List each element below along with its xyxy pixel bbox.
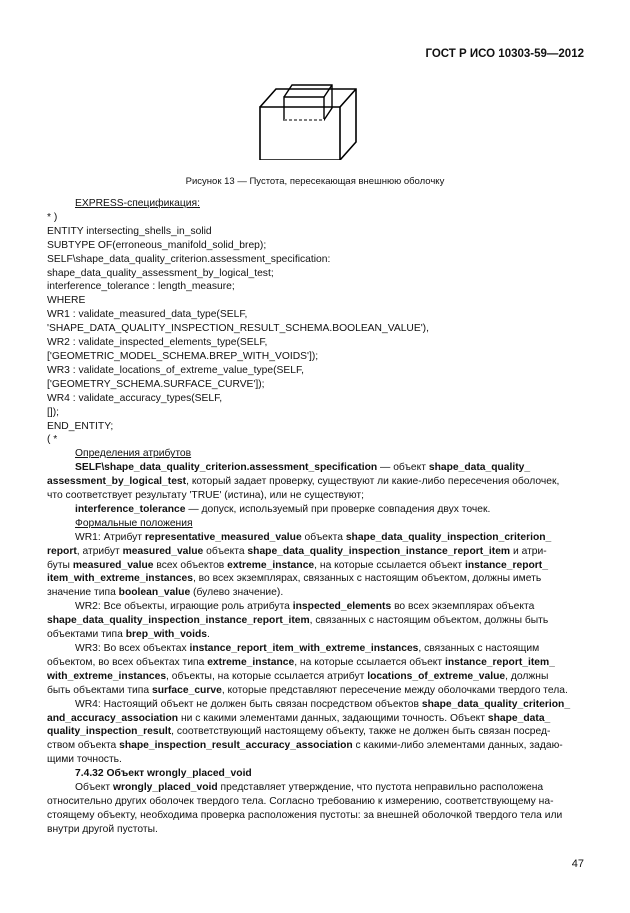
code-line: SELF\shape_data_quality_criterion.assessment_specification:	[47, 253, 331, 265]
text: , на которые ссылается объект	[314, 559, 465, 571]
text: , объекты, на которые ссылается атрибут	[166, 670, 368, 682]
term: report	[47, 545, 77, 557]
text: объекта	[301, 531, 346, 543]
term: item_with_extreme_instances	[47, 573, 193, 585]
term: measured_value	[122, 545, 204, 557]
code-line: WR1 : validate_measured_data_type(SELF,	[47, 309, 248, 321]
text: ни с какими элементами данных, задающими точность. Объект	[178, 712, 488, 724]
section-heading: 7.4.32 Объект wrongly_placed_void	[75, 768, 252, 780]
term: measured_value	[72, 559, 154, 571]
text: , на которые ссылается объект	[294, 656, 446, 668]
text: и атри-	[510, 545, 547, 557]
term: boolean_value	[118, 587, 191, 599]
term: inspected_elements	[292, 601, 392, 613]
term: locations_of_extreme_value	[367, 670, 506, 682]
text: WR3: Во всех объектах	[75, 643, 190, 654]
page-number: 47	[571, 858, 584, 870]
text: буты	[47, 559, 73, 571]
text: , который задает проверку, существуют ли какие-либо пересечения оболочек,	[186, 476, 560, 488]
text: .	[206, 629, 210, 641]
term: surface_curve	[151, 684, 222, 696]
rule-wr2	[47, 600, 583, 642]
text: , атрибут	[76, 545, 123, 557]
term: with_extreme_instances	[47, 670, 167, 682]
text: ством объекта	[47, 740, 120, 752]
term: shape_data_quality_inspection_criterion_	[345, 531, 552, 543]
code-line: * )	[47, 211, 58, 223]
text: объекта	[203, 545, 248, 557]
text: (булево значение).	[190, 587, 284, 599]
text: во всех экземплярах объекта	[391, 601, 535, 613]
attr-type: shape_data_quality_	[428, 462, 531, 474]
attr-name: SELF\shape_data_quality_criterion.assessment_specification	[75, 462, 378, 474]
code-line: 'SHAPE_DATA_QUALITY_INSPECTION_RESULT_SCHEMA.BOOLEAN_VALUE'),	[47, 323, 429, 335]
term: and_accuracy_association	[47, 712, 179, 724]
text: , во всех экземплярах, связанных с настоящим объектом, должны иметь	[192, 573, 542, 585]
code-line: shape_data_quality_assessment_by_logical_test;	[47, 267, 274, 279]
term: instance_report_item_	[445, 656, 555, 668]
text: относительно других оболочек твердого тела. Согласно требованию к измерению, соответствующему на-	[47, 795, 554, 807]
term: shape_data_quality_criterion_	[421, 698, 571, 710]
text: что соответствует результату 'TRUE' (истина), или не существуют;	[47, 490, 365, 502]
rule-wr1	[47, 531, 583, 601]
code-line: WR3 : validate_locations_of_extreme_value_type(SELF,	[47, 364, 304, 376]
text: WR1: Атрибут	[75, 531, 145, 543]
code-line: ['GEOMETRY_SCHEMA.SURFACE_CURVE']);	[47, 378, 265, 390]
term: instance_report_item_with_extreme_instances	[189, 643, 419, 654]
solid-top-right	[260, 89, 356, 160]
text: , связанных с настоящим	[418, 643, 540, 654]
code-line: []);	[47, 406, 60, 418]
term: brep_with_voids	[125, 629, 207, 641]
text: , соответствующий настоящему объекту, также не должен быть связан посред-	[171, 726, 551, 738]
express-code	[47, 211, 583, 447]
code-line: WR4 : validate_accuracy_types(SELF,	[47, 392, 223, 404]
code-line: interference_tolerance : length_measure;	[47, 281, 235, 293]
text: щими точность.	[47, 754, 122, 766]
figure-void-intersecting-shell	[250, 75, 360, 160]
attr-type: assessment_by_logical_test	[47, 476, 187, 488]
term: shape_data_quality_inspection_instance_report_item	[47, 615, 310, 627]
term: quality_inspection_result	[47, 726, 172, 738]
code-line: WR2 : validate_inspected_elements_type(SELF,	[47, 337, 268, 349]
attributes-heading: Определения атрибутов	[75, 448, 192, 460]
text: WR2: Все объекты, играющие роль атрибута	[75, 601, 293, 613]
text: объектами типа	[47, 629, 126, 641]
section-paragraph	[47, 781, 583, 837]
term: extreme_instance	[207, 656, 295, 668]
code-line: ENTITY intersecting_shells_in_solid	[47, 225, 212, 237]
formal-propositions-heading: Формальные положения	[75, 517, 193, 529]
term: instance_report_	[464, 559, 548, 571]
text: внутри другой пустоты.	[47, 823, 158, 835]
text: стоящему объекту, необходима проверка расположения пустоты: за внешней оболочкой твердого тела или	[47, 809, 563, 821]
text: — объект	[377, 462, 429, 474]
term: representative_measured_value	[144, 531, 302, 543]
text: всех объектов	[153, 559, 228, 571]
text: значение типа	[47, 587, 119, 599]
figure-caption: Рисунок 13 — Пустота, пересекающая внешнюю оболочку	[185, 176, 445, 187]
text: быть объектами типа	[47, 684, 152, 696]
code-line: ['GEOMETRIC_MODEL_SCHEMA.BREP_WITH_VOIDS']);	[47, 350, 319, 362]
code-line: SUBTYPE OF(erroneous_manifold_solid_brep);	[47, 239, 267, 251]
running-header: ГОСТ Р ИСО 10303-59—2012	[425, 48, 584, 60]
code-line: ( *	[47, 434, 58, 446]
document-body	[47, 197, 583, 837]
rule-wr4	[47, 698, 583, 768]
express-heading: EXPRESS-спецификация:	[75, 198, 200, 209]
text: WR4: Настоящий объект не должен быть связан посредством объектов	[75, 698, 422, 710]
attribute-interference-tolerance	[47, 503, 583, 517]
code-line: WHERE	[47, 295, 86, 307]
term: shape_data_quality_inspection_instance_report_item	[247, 545, 511, 557]
text: представляет утверждение, что пустота неправильно расположена	[217, 782, 544, 794]
text: Объект	[75, 782, 113, 794]
text: , связанных с настоящим объектом, должны быть	[309, 615, 549, 627]
rule-wr3	[47, 642, 583, 698]
term: wrongly_placed_void	[112, 782, 218, 794]
void-front-face	[284, 97, 324, 120]
attribute-assessment-specification	[47, 461, 583, 475]
text: — допуск, используемый при проверке совпадения двух точек.	[185, 503, 491, 515]
text: , должны	[505, 670, 549, 682]
text: объектом, во всех объектах типа	[47, 656, 208, 668]
term: shape_inspection_result_accuracy_association	[119, 740, 353, 752]
term: shape_data_	[487, 712, 551, 724]
text: с какими-либо элементами данных, задаю-	[352, 740, 563, 752]
term: extreme_instance	[227, 559, 315, 571]
text: , которые представляют пересечение между оболочками твердого тела.	[221, 684, 568, 696]
attr-name: interference_tolerance	[75, 503, 186, 515]
code-line: END_ENTITY;	[47, 420, 114, 432]
